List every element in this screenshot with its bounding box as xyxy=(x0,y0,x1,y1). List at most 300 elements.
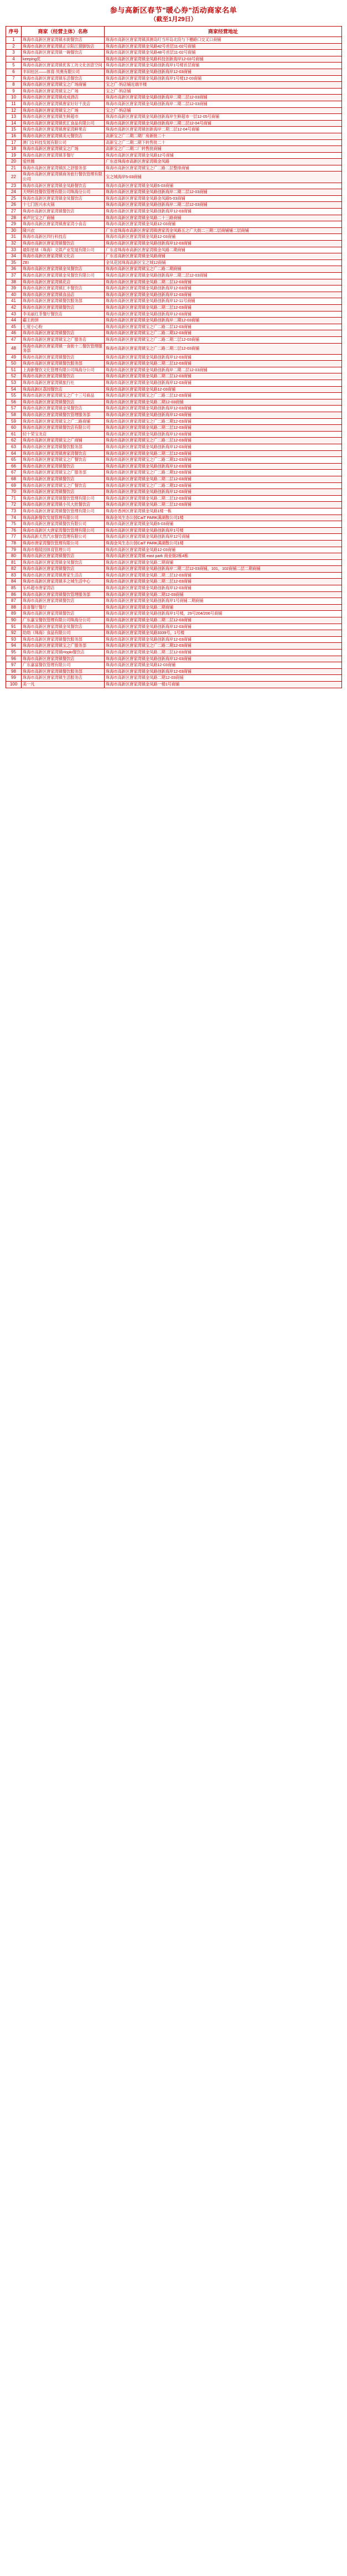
merchant-name: 珠海市高新区唐家湾镇餐饮店 xyxy=(22,399,105,406)
merchant-name: 珠海高新区荔园餐饮店 xyxy=(22,386,105,393)
merchant-name: 珠海市高新区唐家湾镇宝之广服务部 xyxy=(22,643,105,650)
merchant-name: 珠海市高新区唐家湾镇食品店 xyxy=(22,292,105,298)
merchant-address: 珠海市高新区唐家湾镇宝之广二路二期二层12-03商铺 xyxy=(105,343,342,354)
row-index: 66 xyxy=(6,463,22,470)
table-row xyxy=(6,508,342,515)
merchant-address: 珠海市高新区唐家湾镇金凤路二十三路商铺 xyxy=(105,215,342,221)
table-row xyxy=(6,675,342,682)
merchant-name: 珠海市高新区唐家湾镇宝之广场 xyxy=(22,88,105,95)
table-row xyxy=(6,279,342,285)
merchant-address: 珠海市高新区唐家湾镇金凤路创新海岸12-03商铺 xyxy=(105,69,342,75)
merchant-name: 承声比宝之广商铺 xyxy=(22,215,105,221)
table-body xyxy=(6,37,342,688)
row-index: 97 xyxy=(6,662,22,669)
merchant-name: 珠海市高新区唐家湾镇餐饮店 xyxy=(22,553,105,560)
row-index: 6 xyxy=(6,69,22,75)
table-row xyxy=(6,521,342,528)
merchant-name: 珠海市高新区唐家湾镇正宗阳江猪脚饭店 xyxy=(22,43,105,50)
merchant-address: 珠海市高新区唐家湾镇金凤路3339号，1号楼 xyxy=(105,630,342,637)
row-index: 50 xyxy=(6,361,22,367)
merchant-name: 珠海市高新区唐家湾镇餐饮服务部 xyxy=(22,361,105,367)
merchant-address: 珠海市高新区唐家湾镇金凤路创新海岸12-11号商铺 xyxy=(105,298,342,305)
merchant-name: 乐科超市唐家湾店 xyxy=(22,585,105,592)
merchant-address: 珠海市高新区唐家湾镇金凤路创新海岸12-03商铺 xyxy=(105,585,342,592)
merchant-address: 珠海市高新区唐家湾镇金凤路创新海岸1号楼首层商铺 xyxy=(105,63,342,69)
merchant-address: 珠海市高新区唐家湾镇宝之广二路二期12-03商铺 xyxy=(105,330,342,337)
merchant-name: 珠海市高新区唐家湾镇医之舒服务部 xyxy=(22,165,105,172)
merchant-address: 珠海市高新区唐家湾镇金凤路创新海岸二期二层12-03商铺 xyxy=(105,202,342,209)
row-index: 64 xyxy=(6,450,22,457)
row-index: 32 xyxy=(6,241,22,247)
merchant-name: 珠海市高新区唐家湾镇餐饮服务部 xyxy=(22,298,105,305)
table-row xyxy=(6,101,342,107)
merchant-address: 珠海市高新区唐家湾镇金凤路创新海岸12-03商铺 xyxy=(105,624,342,630)
row-index: 59 xyxy=(6,418,22,425)
merchant-name: 珠海市高新区唐家湾镇商务旅行餐饮管理有限公司 xyxy=(22,172,105,183)
merchant-address: 珠海市高新区唐家湾镇金凤路二期二层12-03商铺 xyxy=(105,579,342,585)
merchant-address: 珠海市高新区唐家湾镇金凤路12-03商铺 xyxy=(105,547,342,553)
merchant-name: 珠海市高新区唐家湾镇餐饮店 xyxy=(22,489,105,496)
merchant-name: 珠海市格陵园体育管理公司 xyxy=(22,547,105,553)
merchant-address: 珠海市高新区唐家湾镇金凤路创新海岸12-03商铺 xyxy=(105,285,342,292)
table-row xyxy=(6,386,342,393)
row-index: 3 xyxy=(6,50,22,56)
table-row xyxy=(6,354,342,361)
merchant-name: 珠海市高新区唐家湾镇宝之广十三号商品 xyxy=(22,393,105,399)
table-row xyxy=(6,146,342,153)
merchant-name: 珠海市高新区唐家湾镇唐家湾小食店 xyxy=(22,221,105,228)
merchant-address: 珠海市高新区唐家湾镇宝之广二路二层12-03商铺 xyxy=(105,393,342,399)
merchant-address: 珠海市高新区唐家湾镇金凤路二期二层12-03商铺 xyxy=(105,617,342,624)
row-index: 12 xyxy=(6,107,22,114)
row-index: 29 xyxy=(6,221,22,228)
merchant-name: 隆兴衣 xyxy=(22,227,105,234)
row-index: 14 xyxy=(6,120,22,127)
column-header-name: 商家（经营主体）名称 xyxy=(22,27,105,37)
row-index: 82 xyxy=(6,566,22,573)
table-row xyxy=(6,399,342,406)
table-row xyxy=(6,63,342,69)
merchant-address: 珠海市高新区唐家湾镇金凤路12-03商铺 xyxy=(105,221,342,228)
table-row xyxy=(6,227,342,234)
row-index: 70 xyxy=(6,489,22,496)
merchant-name: 上海新餐饮文化管理有限公司珠海分公司 xyxy=(22,367,105,373)
table-row xyxy=(6,165,342,172)
table-row xyxy=(6,195,342,202)
table-row xyxy=(6,82,342,89)
table-row xyxy=(6,598,342,605)
merchant-address: 珠海市高新区唐家湾镇金凤路创新海岸1号楼 xyxy=(105,527,342,534)
merchant-address: 珠海市高新区唐家湾镇金凤路创新海岸12-03商铺 xyxy=(105,241,342,247)
merchant-address: 广东省珠海市高新区唐家湾镇金凤路 xyxy=(105,159,342,165)
merchant-name: 广东嘉宝餐饮管理有限公司珠海分公司 xyxy=(22,617,105,624)
merchant-name: 珠海市高新区唐家湾镇金凤餐饮店 xyxy=(22,195,105,202)
row-index: 17 xyxy=(6,139,22,146)
merchant-name: 珠海市高新区唐家湾镇餐饮店 xyxy=(22,566,105,573)
row-index: 98 xyxy=(6,668,22,675)
table-row xyxy=(6,330,342,337)
table-row xyxy=(6,259,342,266)
merchant-address: 珠海市高新区唐家湾镇金凤路42号首层11-02号商铺 xyxy=(105,43,342,50)
table-header-row xyxy=(6,27,342,37)
merchant-address: 珠海市高新区唐家湾镇金凤路创新海岸1号楼12-03商铺 xyxy=(105,75,342,82)
row-index: 24 xyxy=(6,189,22,196)
merchant-address: 珠海市高新区唐家湾镇金凤路创新海岸12-03商铺 xyxy=(105,209,342,215)
merchant-address: 宝之广·妈店铺 xyxy=(105,107,342,114)
merchant-name: 幼幼（珠海）食品有限公司 xyxy=(22,630,105,637)
merchant-address: 珠海市高新区唐家湾镇金凤路创新海岸生鲜超市一层12-05号商铺 xyxy=(105,114,342,121)
merchant-name: 珠海市高新区唐家湾镇多之城生活中心 xyxy=(22,579,105,585)
merchant-address: 珠海市高新区唐家湾镇金凤路二期12-03商铺 xyxy=(105,591,342,598)
table-row xyxy=(6,425,342,432)
merchant-name: 珠海市高新区唐家湾镇宝之广服务店 xyxy=(22,336,105,343)
table-row xyxy=(6,241,342,247)
merchant-address: 珠海市高新区唐家湾镇 east park 商业街2栋4栋 xyxy=(105,553,342,560)
merchant-address: 珠海市高新区唐家湾镇宝之广二路二期12-03商铺 xyxy=(105,457,342,464)
merchant-name: 珠海市高新区唐家湾镇宝之广场商铺 xyxy=(22,82,105,89)
merchant-address: 珠海市高新区唐家湾镇金凤路5-03商铺 xyxy=(105,521,342,528)
merchant-address: 珠海市高新区唐家湾镇金凤路创新海岸12-03商铺 xyxy=(105,656,342,662)
row-index: 31 xyxy=(6,234,22,241)
merchant-name: 珠海市高新区唐家湾镇成成酒店 xyxy=(22,95,105,101)
merchant-name: 珠海市高新区唐家湾镇美元餐饮店 xyxy=(22,133,105,139)
table-row xyxy=(6,69,342,75)
row-index: 35 xyxy=(6,259,22,266)
table-row xyxy=(6,540,342,547)
merchant-address: 珠海市高新区唐家湾镇金凤路二期二层12-03商铺 xyxy=(105,495,342,502)
table-row xyxy=(6,298,342,305)
table-row xyxy=(6,662,342,669)
merchant-address: 珠海市高新区唐家湾镇金凤路二期12-03商铺 xyxy=(105,675,342,682)
row-index: 84 xyxy=(6,579,22,585)
table-row xyxy=(6,585,342,592)
row-index: 91 xyxy=(6,624,22,630)
table-row xyxy=(6,247,342,253)
merchant-name: 珠海市高新区唐家湾镇餐饮管理服务部 xyxy=(22,591,105,598)
merchant-name: 珠海市高新区唐家湾镇优客工坊文化创意空间 xyxy=(22,63,105,69)
table-row xyxy=(6,202,342,209)
table-row xyxy=(6,324,342,330)
table-row xyxy=(6,566,342,573)
row-index: 76 xyxy=(6,527,22,534)
table-row xyxy=(6,527,342,534)
merchant-name: 珠海市高新区唐家湾镇唐家湾餐饮店 xyxy=(22,450,105,457)
table-row xyxy=(6,495,342,502)
merchant-address: 珠海市香洲区唐家湾镇金凤路1楼一栋 xyxy=(105,508,342,515)
merchant-name: 珠海市高新区唐家湾镇餐饮店 xyxy=(22,598,105,605)
table-row xyxy=(6,476,342,482)
merchant-name: 珠海市高新区唐家湾镇餐饮店 xyxy=(22,330,105,337)
merchant-address: 珠海市高新区唐家湾镇金凤路创新海岸12-03商铺 xyxy=(105,292,342,298)
merchant-name: 珠海市高新区唐家湾镇宝之广服务部 xyxy=(22,470,105,476)
merchant-name: 珠海市高新区唐家湾镇餐饮店有限公司 xyxy=(22,425,105,432)
merchant-name: 李美丽红茶餐厅餐饮店 xyxy=(22,311,105,318)
row-index: 46 xyxy=(6,330,22,337)
merchant-address: 珠海市高新区唐家湾镇金凤路创新海岸12-03商铺 xyxy=(105,354,342,361)
table-row xyxy=(6,470,342,476)
merchant-address: 珠海市高新区唐家湾镇金凤路二期二层12-03商铺 xyxy=(105,502,342,508)
merchant-address: 广东省珠海市高新区唐家湾镇唐家湾金凤路五之广大街二三期二层商铺铺二层商铺 xyxy=(105,227,342,234)
row-index: 51 xyxy=(6,367,22,373)
merchant-name: 轻十荣宝龙店 xyxy=(22,431,105,438)
merchant-address: 珠海市高新区唐家湾镇淇澳岛叮当环岛北段与下栅路口交叉口商铺 xyxy=(105,37,342,44)
merchant-name: 珠海市高新区唐家湾镇餐饮店 xyxy=(22,656,105,662)
merchant-name: 珠海市高新区四行科技店 xyxy=(22,234,105,241)
row-index: 27 xyxy=(6,209,22,215)
merchant-address: 珠海市高新区唐家湾镇金凤路创新海岸二期二层12-03商铺 xyxy=(105,95,342,101)
merchant-address: 珠海市高新区唐家湾镇金凤路创新海岸12-03商铺 xyxy=(105,489,342,496)
row-index: 40 xyxy=(6,292,22,298)
table-row xyxy=(6,304,342,311)
table-row xyxy=(6,311,342,318)
table-row xyxy=(6,285,342,292)
merchant-address: 珠海市高新区唐家湾镇金凤路创新海岸12-03商铺 xyxy=(105,311,342,318)
table-row xyxy=(6,114,342,121)
merchant-address: 珠海市高新区唐家湾镇宝之广二路二期12-03商铺 xyxy=(105,482,342,489)
table-row xyxy=(6,43,342,50)
merchant-address: 宝之城海岸5-03商铺 xyxy=(105,172,342,183)
merchant-name: 珠海市高新区唐家湾镇宝之广场 xyxy=(22,146,105,153)
merchant-name: 珠海市高新区唐家湾镇餐饮服务部 xyxy=(22,444,105,451)
merchant-name: 珠海市高新区唐家湾镇餐饮管理有限公司 xyxy=(22,495,105,502)
merchant-name: 珠海市高新区唐家湾镇小贝大批餐饮店 xyxy=(22,502,105,508)
table-row xyxy=(6,579,342,585)
row-index: 47 xyxy=(6,336,22,343)
row-index: 55 xyxy=(6,393,22,399)
table-row xyxy=(6,617,342,624)
row-index: 20 xyxy=(6,159,22,165)
table-row xyxy=(6,636,342,643)
table-row xyxy=(6,559,342,566)
row-index: 33 xyxy=(6,247,22,253)
row-index: 94 xyxy=(6,643,22,650)
table-row xyxy=(6,152,342,159)
row-index: 83 xyxy=(6,572,22,579)
table-row xyxy=(6,489,342,496)
merchant-name: 喜喜餐厅餐厅 xyxy=(22,604,105,611)
merchant-name: 澳门女科技发展有限公司 xyxy=(22,139,105,146)
row-index: 5 xyxy=(6,63,22,69)
row-index: 73 xyxy=(6,508,22,515)
merchant-address: 珠海市高新区唐家湾镇金凤路5-03商铺 xyxy=(105,183,342,189)
row-index: 37 xyxy=(6,272,22,279)
row-index: 16 xyxy=(6,133,22,139)
row-index: 62 xyxy=(6,438,22,444)
merchant-name: 珠海市高新区唐家湾镇餐饮店 xyxy=(22,476,105,482)
merchant-name: 珠海市高新区唐家湾镇旅行社 xyxy=(22,380,105,387)
row-index: 87 xyxy=(6,598,22,605)
row-index: 65 xyxy=(6,457,22,464)
page-title: 参与高新区春节"暖心券"活动商家名单 xyxy=(110,6,237,14)
merchant-address: 珠海市高新区唐家湾镇金凤路12号商铺 xyxy=(105,152,342,159)
table-row xyxy=(6,215,342,221)
merchant-address: 珠海市高新区唐家湾镇金凤路创新海岸二期二层12-03商铺 xyxy=(105,101,342,107)
table-row xyxy=(6,127,342,133)
merchant-address: 珠海市高新区唐家湾镇金凤路二期二层12-03商铺 xyxy=(105,650,342,656)
table-row xyxy=(6,159,342,165)
table-row xyxy=(6,457,342,464)
table-row xyxy=(6,463,342,470)
row-index: 61 xyxy=(6,431,22,438)
table-row xyxy=(6,272,342,279)
row-index: 45 xyxy=(6,324,22,330)
merchant-address: 珠海市高新区唐家湾镇金凤路二期二层12-03商铺 xyxy=(105,425,342,432)
row-index: 93 xyxy=(6,636,22,643)
table-row xyxy=(6,502,342,508)
merchant-address: 高新宝之广二期二期下转售批二十 xyxy=(105,139,342,146)
table-row xyxy=(6,482,342,489)
row-index: 28 xyxy=(6,215,22,221)
row-index: 11 xyxy=(6,101,22,107)
merchant-address: 珠海市高新区唐家湾镇宝之广二路二期商铺 xyxy=(105,266,342,273)
row-index: 43 xyxy=(6,311,22,318)
table-row xyxy=(6,183,342,189)
merchant-address: 珠海市高新区唐家湾镇金凤路创新海岸二期二层12-03商铺 xyxy=(105,189,342,196)
row-index: 57 xyxy=(6,406,22,412)
table-row xyxy=(6,221,342,228)
merchant-address: 珠海市高新区唐家湾镇金凤路创新海岸12-03商铺 xyxy=(105,412,342,419)
table-row xyxy=(6,56,342,63)
table-row xyxy=(6,75,342,82)
merchant-address: 珠海市高新区唐家湾镇金凤路12-03商铺 xyxy=(105,662,342,669)
merchant-name: 美一凡 xyxy=(22,681,105,688)
table-row xyxy=(6,292,342,298)
row-index: 53 xyxy=(6,380,22,387)
merchant-address: 珠海市高新区唐家湾镇金凤路二期二层12-03商铺 xyxy=(105,450,342,457)
merchant-address: 珠海市高新区唐家湾镇金凤路二期二层12-03商铺 xyxy=(105,361,342,367)
table-row xyxy=(6,380,342,387)
table-row xyxy=(6,681,342,688)
table-row xyxy=(6,406,342,412)
row-index: 100 xyxy=(6,681,22,688)
merchant-name: 珠海市高新区唐家湾镇乐活餐饮店 xyxy=(22,75,105,82)
row-index: 39 xyxy=(6,285,22,292)
row-index: 85 xyxy=(6,585,22,592)
merchant-name: 珠海市高新区唐家湾镇文化店 xyxy=(22,253,105,260)
row-index: 88 xyxy=(6,604,22,611)
column-header-address: 商家经营地址 xyxy=(105,27,342,37)
table-row xyxy=(6,336,342,343)
merchant-name: 珠海市高新区唐家湾镇金凤餐饮店 xyxy=(22,406,105,412)
table-row xyxy=(6,444,342,451)
row-index: 52 xyxy=(6,373,22,380)
merchant-name: 珠海市高新区唐家湾镇Hopki餐饮店 xyxy=(22,650,105,656)
merchant-address: 宝之广·妈店铺 xyxy=(105,88,342,95)
table-row xyxy=(6,361,342,367)
merchant-name: 珠海市高新区唐家湾镇餐饮店 xyxy=(22,463,105,470)
merchant-name: 珠海市高新区唐家湾镇唐家好好干洗店 xyxy=(22,101,105,107)
row-index: 26 xyxy=(6,202,22,209)
row-index: 71 xyxy=(6,495,22,502)
merchant-address: 珠海市高新区唐家湾镇金凤路一楼1号商铺 xyxy=(105,681,342,688)
row-index: 36 xyxy=(6,266,22,273)
merchant-address: 宝之广·妈店铺近端半楼 xyxy=(105,82,342,89)
merchant-address: 珠海市高新区唐家湾镇金凤路二期二层12-03商铺 xyxy=(105,476,342,482)
table-row xyxy=(6,209,342,215)
merchant-address: 珠海市高新区唐家湾镇金凤路创新海岸二期二层12-03商铺 xyxy=(105,272,342,279)
table-row xyxy=(6,515,342,521)
row-index: 2 xyxy=(6,43,22,50)
row-index: 48 xyxy=(6,343,22,354)
merchant-name: 珠海市高新区唐家湾镇唐家湾鲜果店 xyxy=(22,127,105,133)
row-index: 54 xyxy=(6,386,22,393)
merchant-name: 珠海市高新区唐家湾镇优汇食品有限公司 xyxy=(22,120,105,127)
merchant-name: 珠海市高新区唐家湾镇宝之广餐饮店 xyxy=(22,482,105,489)
merchant-name: 珠海市高新区大唐家湾餐饮管理有限公司 xyxy=(22,527,105,534)
table-row xyxy=(6,120,342,127)
merchant-address: 珠海市高新区唐家湾镇金凤路创新海岸12-03商铺 xyxy=(105,668,342,675)
row-index: 86 xyxy=(6,591,22,598)
merchant-name: 珠海高新天然汽水餐饮管理有限公司 xyxy=(22,534,105,541)
merchant-address: 珠海市高新区唐家湾镇金凤路12-03商铺 xyxy=(105,234,342,241)
row-index: 15 xyxy=(6,127,22,133)
row-index: 68 xyxy=(6,476,22,482)
merchant-address: 珠海市高新区唐家湾镇金凤路创新海岸二期二层12-03商铺，101，102商铺二层二期商铺 xyxy=(105,566,342,573)
table-row xyxy=(6,172,342,183)
merchant-address: 广东省珠海市高新区唐家湾镇金凤路二期商铺 xyxy=(105,247,342,253)
row-index: 10 xyxy=(6,95,22,101)
row-index: 89 xyxy=(6,611,22,617)
table-row xyxy=(6,367,342,373)
merchant-name: 珠海市高新区唐家湾镇金凤餐饮店 xyxy=(22,266,105,273)
merchant-address: 珠海市高新区唐家湾镇金凤路48号首层11-02号商铺 xyxy=(105,50,342,56)
merchant-address: 珠海市高新区唐家湾镇宝之广二路二期12-03商铺 xyxy=(105,418,342,425)
merchant-address: 珠海市高新区唐家湾镇金凤路创新海岸12-03商铺 xyxy=(105,444,342,451)
row-index: 23 xyxy=(6,183,22,189)
table-row xyxy=(6,547,342,553)
row-index: 4 xyxy=(6,56,22,63)
merchant-address: 珠海市高新区唐家湾镇金凤路创新海岸12-03商铺 xyxy=(105,463,342,470)
row-index: 79 xyxy=(6,547,22,553)
row-index: 44 xyxy=(6,318,22,324)
table-row xyxy=(6,650,342,656)
merchant-address: 珠海市高新区唐家湾镇金凤路创新海岸二期二层12-04号商铺 xyxy=(105,120,342,127)
row-index: 18 xyxy=(6,146,22,153)
table-row xyxy=(6,133,342,139)
merchant-address: 珠海市高新区唐家湾镇金凤路创新海岸1号楼，29号204/206号商铺 xyxy=(105,611,342,617)
merchant-address: 珠海市高新区唐家湾镇金凤路二期12-03商铺 xyxy=(105,399,342,406)
merchant-list-table xyxy=(6,26,342,688)
merchant-name: 珠海市高新区唐家湾镇花店 xyxy=(22,279,105,285)
merchant-address: 珠海金凤生态公园CaiT PARK满湖散公司1楼 xyxy=(105,515,342,521)
merchant-name: 珠海市高新区唐家湾镇宝之广二路商铺 xyxy=(22,418,105,425)
row-index: 67 xyxy=(6,470,22,476)
row-index: 63 xyxy=(6,444,22,451)
row-index: 30 xyxy=(6,227,22,234)
merchant-address: 珠海市高新区唐家湾镇金凤路二期二层12-03商铺 xyxy=(105,279,342,285)
row-index: 19 xyxy=(6,152,22,159)
merchant-name: ZEI xyxy=(22,259,105,266)
row-index: 69 xyxy=(6,482,22,489)
merchant-name: 珠海市高新区唐家湾镇金凤路餐饮店 xyxy=(22,183,105,189)
row-index: 1 xyxy=(6,37,22,44)
table-row xyxy=(6,412,342,419)
merchant-name: 珠海市高新区唐家湾镇餐饮店 xyxy=(22,611,105,617)
row-index: 7 xyxy=(6,75,22,82)
merchant-name: 丰田社区——体育·贝奥有限公司 xyxy=(22,69,105,75)
row-index: 92 xyxy=(6,630,22,637)
row-index: 38 xyxy=(6,279,22,285)
merchant-address: 高新宝之广二期二厂转售批商铺 xyxy=(105,146,342,153)
merchant-address: 珠海市高新区唐家湾镇创新海岸二期二层12-04号商铺 xyxy=(105,127,342,133)
merchant-name: 珠海市高新区唐家湾镇宝之广场 xyxy=(22,107,105,114)
table-row xyxy=(6,88,342,95)
merchant-name: 珠海市高新区唐家湾镇汇丰餐饮店 xyxy=(22,285,105,292)
table-row xyxy=(6,572,342,579)
merchant-address: 珠海市高新区唐家湾镇金凤路二期商铺 xyxy=(105,559,342,566)
row-index: 25 xyxy=(6,195,22,202)
merchant-name: 珠海市高新区唐家湾镇唐家生活店 xyxy=(22,572,105,579)
